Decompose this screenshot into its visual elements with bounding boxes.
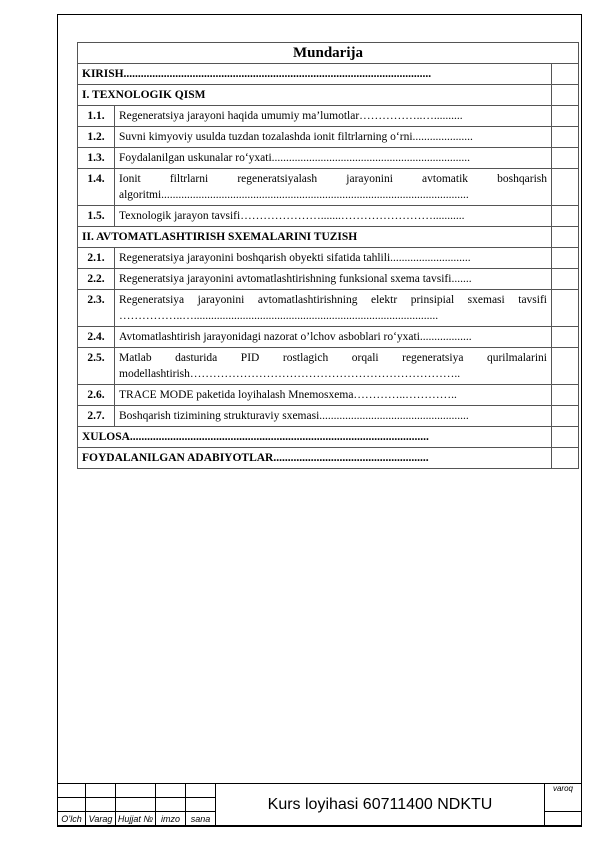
page-cell	[552, 385, 579, 406]
item-number: 1.4.	[78, 169, 115, 206]
item-number: 2.3.	[78, 290, 115, 327]
toc-row	[78, 106, 579, 127]
item-text: Suvni kimyoviy usulda tuzdan tozalashda ionit filtrlarning o‘rni.....................	[115, 127, 552, 148]
item-text: Ionit filtrlarni regeneratsiyalash jarayonini avtomatik boshqarish algoritmi...........................................................................................................	[115, 169, 552, 206]
page-cell	[552, 227, 579, 248]
stamp-cell	[186, 798, 216, 812]
toc-xulosa: XULOSA........................................................................................................	[78, 427, 552, 448]
stamp-col-varag: Varag	[86, 812, 116, 827]
toc-title: Mundarija	[78, 43, 579, 64]
toc-row	[78, 248, 579, 269]
item-number: 1.2.	[78, 127, 115, 148]
toc-part-1-heading: I. TEXNOLOGIK QISM	[78, 85, 552, 106]
toc-row-kirish	[78, 64, 579, 85]
page-cell	[552, 85, 579, 106]
page-cell	[552, 148, 579, 169]
sheet-number-cell	[545, 812, 582, 827]
stamp-cell	[58, 798, 86, 812]
page-cell	[552, 327, 579, 348]
sheet-label: varoq	[545, 784, 582, 812]
toc-row	[78, 290, 579, 327]
page-cell	[552, 248, 579, 269]
document-code: Kurs loyihasi 60711400 NDKTU	[216, 784, 545, 827]
item-number: 2.7.	[78, 406, 115, 427]
table-of-contents	[77, 42, 579, 469]
page-cell	[552, 406, 579, 427]
stamp-cell	[86, 784, 116, 798]
stamp-cell	[58, 784, 86, 798]
stamp-col-sana: sana	[186, 812, 216, 827]
stamp-col-hujjat: Hujjat №	[116, 812, 156, 827]
item-text: Regeneratsiya jarayoni haqida umumiy ma’lumotlar……………..…..........	[115, 106, 552, 127]
toc-adabiyot: FOYDALANILGAN ADABIYOTLAR......................................................	[78, 448, 552, 469]
item-text: Regeneratsiya jarayonini avtomatlashtirishning elektr prinsipial sxemasi tavsifi ……………..….....................................................................................	[115, 290, 552, 327]
item-text: Regeneratsiya jarayonini avtomatlashtirishning funksional sxema tavsifi.......	[115, 269, 552, 290]
toc-row	[78, 348, 579, 385]
page-cell	[552, 448, 579, 469]
item-number: 1.3.	[78, 148, 115, 169]
toc-row	[78, 148, 579, 169]
stamp-col-imzo: imzo	[156, 812, 186, 827]
toc-row	[78, 385, 579, 406]
item-text: Regeneratsiya jarayonini boshqarish obyekti sifatida tahlili............................	[115, 248, 552, 269]
item-number: 2.1.	[78, 248, 115, 269]
toc-row-adabiyot	[78, 448, 579, 469]
item-number: 2.2.	[78, 269, 115, 290]
item-text: Matlab dasturida PID rostlagich orqali regeneratsiya qurilmalarini modellashtirish……………………………………………………………..	[115, 348, 552, 385]
item-text: Avtomatlashtirish jarayonidagi nazorat o’lchov asboblari ro‘yxati..................	[115, 327, 552, 348]
page-cell	[552, 127, 579, 148]
toc-row	[78, 127, 579, 148]
item-text: TRACE MODE paketida loyihalash Mnemosxema…………..…………..	[115, 385, 552, 406]
title-block-stamp	[57, 783, 582, 826]
item-text: Foydalanilgan uskunalar ro‘yxati.....................................................................	[115, 148, 552, 169]
page-cell	[552, 106, 579, 127]
toc-row	[78, 327, 579, 348]
page-cell	[552, 290, 579, 327]
item-number: 2.5.	[78, 348, 115, 385]
toc-kirish: KIRISH...........................................................................................................	[78, 64, 552, 85]
toc-row-part2	[78, 227, 579, 248]
toc-row-part1	[78, 85, 579, 106]
page-cell	[552, 427, 579, 448]
stamp-cell	[156, 798, 186, 812]
page-cell	[552, 269, 579, 290]
stamp-cell	[86, 798, 116, 812]
toc-title-row	[78, 43, 579, 64]
page-cell	[552, 64, 579, 85]
toc-row	[78, 169, 579, 206]
stamp-cell	[116, 784, 156, 798]
toc-row-xulosa	[78, 427, 579, 448]
page-cell	[552, 348, 579, 385]
item-number: 2.6.	[78, 385, 115, 406]
toc-row	[78, 406, 579, 427]
toc-part-2-heading: II. AVTOMATLASHTIRISH SXEMALARINI TUZISH	[78, 227, 552, 248]
page-cell	[552, 206, 579, 227]
stamp-col-olch: O’lch	[58, 812, 86, 827]
item-number: 1.1.	[78, 106, 115, 127]
page-cell	[552, 169, 579, 206]
stamp-cell	[186, 784, 216, 798]
item-number: 1.5.	[78, 206, 115, 227]
item-number: 2.4.	[78, 327, 115, 348]
stamp-cell	[156, 784, 186, 798]
item-text: Texnologik jarayon tavsifi………………….......……………………...........	[115, 206, 552, 227]
item-text: Boshqarish tizimining strukturaviy sxemasi....................................................	[115, 406, 552, 427]
stamp-cell	[116, 798, 156, 812]
toc-row	[78, 269, 579, 290]
toc-row	[78, 206, 579, 227]
